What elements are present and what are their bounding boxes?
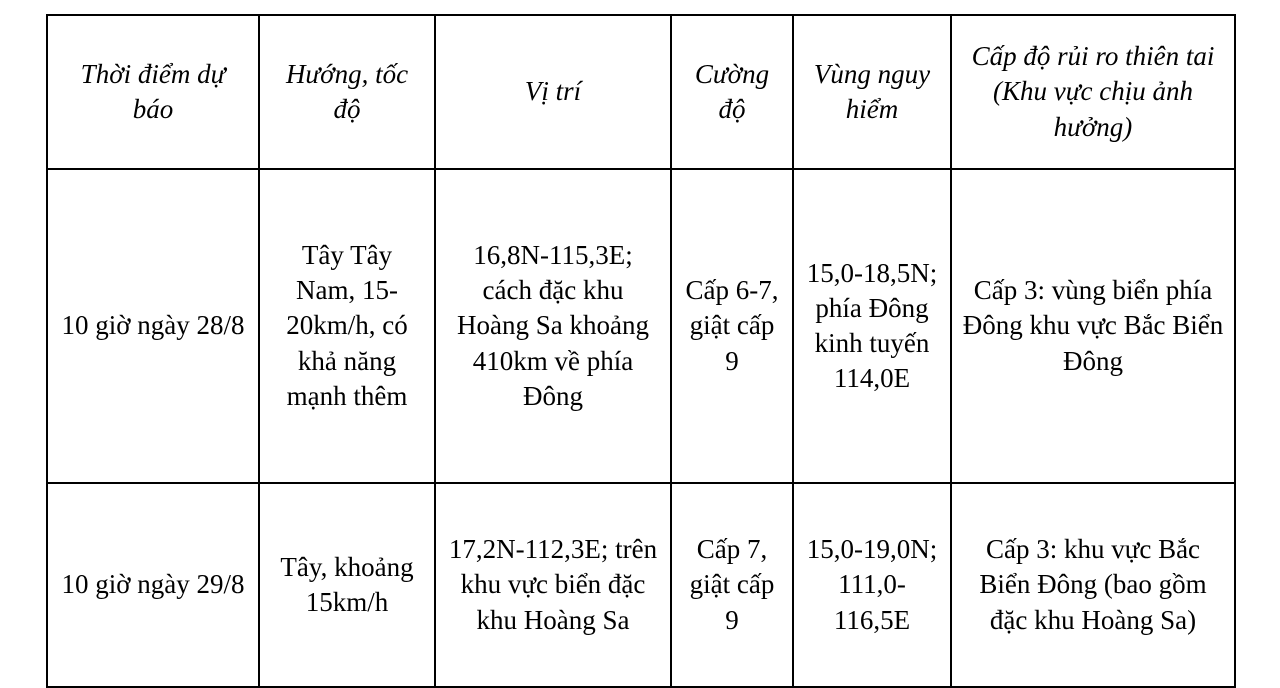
- cell-danger-zone: 15,0-18,5N; phía Đông kinh tuyến 114,0E: [793, 169, 951, 483]
- column-header-intensity: Cường độ: [671, 15, 793, 169]
- table-row: [47, 483, 1235, 687]
- cell-risk-level: Cấp 3: khu vực Bắc Biển Đông (bao gồm đặc khu Hoàng Sa): [951, 483, 1235, 687]
- table-header-row: [47, 15, 1235, 169]
- cell-direction-speed: Tây Tây Nam, 15-20km/h, có khả năng mạnh thêm: [259, 169, 435, 483]
- cell-forecast-time: 10 giờ ngày 28/8: [47, 169, 259, 483]
- cell-forecast-time: 10 giờ ngày 29/8: [47, 483, 259, 687]
- cell-risk-level: Cấp 3: vùng biển phía Đông khu vực Bắc Biển Đông: [951, 169, 1235, 483]
- cell-position: 17,2N-112,3E; trên khu vực biển đặc khu Hoàng Sa: [435, 483, 671, 687]
- column-header-risk-level: Cấp độ rủi ro thiên tai (Khu vực chịu ảnh hưởng): [951, 15, 1235, 169]
- table-body: [47, 169, 1235, 687]
- cell-direction-speed: Tây, khoảng 15km/h: [259, 483, 435, 687]
- column-header-forecast-time: Thời điểm dự báo: [47, 15, 259, 169]
- cell-position: 16,8N-115,3E; cách đặc khu Hoàng Sa khoảng 410km về phía Đông: [435, 169, 671, 483]
- storm-forecast-table: [46, 14, 1236, 688]
- cell-intensity: Cấp 6-7, giật cấp 9: [671, 169, 793, 483]
- column-header-position: Vị trí: [435, 15, 671, 169]
- column-header-direction-speed: Hướng, tốc độ: [259, 15, 435, 169]
- cell-intensity: Cấp 7, giật cấp 9: [671, 483, 793, 687]
- column-header-danger-zone: Vùng nguy hiểm: [793, 15, 951, 169]
- table-header: [47, 15, 1235, 169]
- table-row: [47, 169, 1235, 483]
- cell-danger-zone: 15,0-19,0N; 111,0-116,5E: [793, 483, 951, 687]
